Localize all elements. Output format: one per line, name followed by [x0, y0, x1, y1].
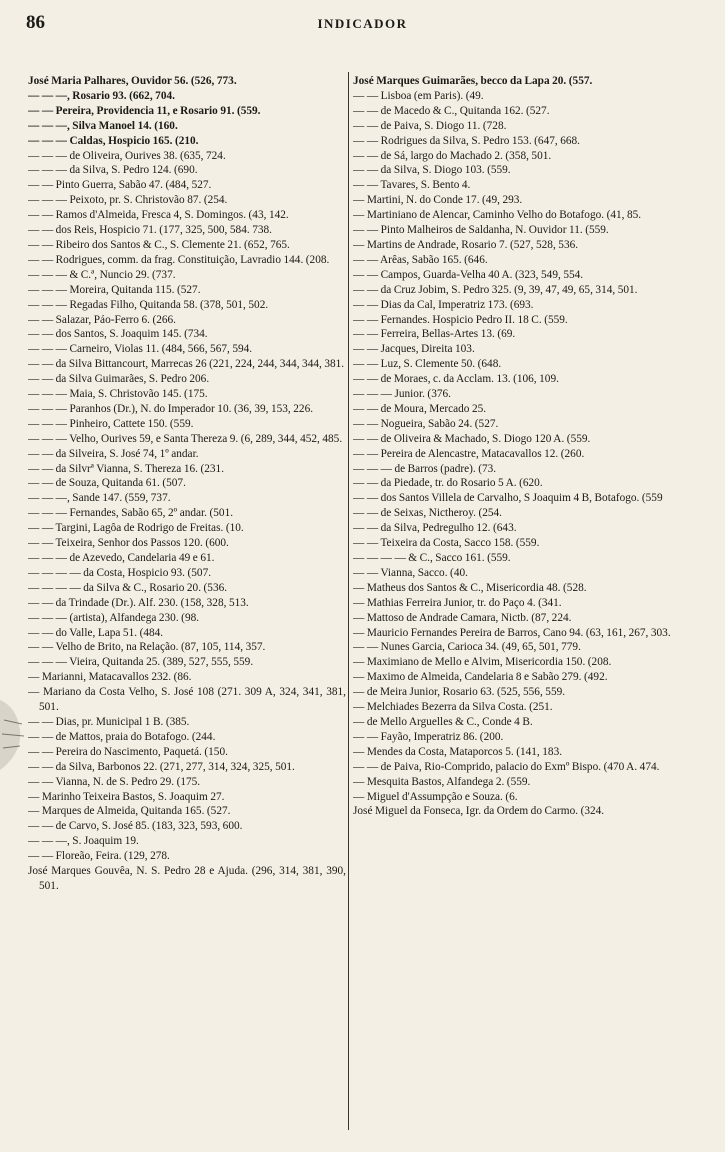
directory-entry: — — de Carvo, S. José 85. (183, 323, 593, 600.: [28, 820, 243, 833]
directory-entry: — — — Vieira, Quitanda 25. (389, 527, 555, 559.: [28, 656, 254, 669]
directory-entry: — — Ramos d'Almeida, Fresca 4, S. Domingos. (43, 142.: [28, 209, 289, 222]
directory-entry: — — Teixeira, Senhor dos Passos 120. (600.: [28, 537, 229, 550]
directory-entry: José Miguel da Fonseca, Igr. da Ordem do Carmo. (324.: [353, 805, 605, 818]
directory-entry: — — Fernandes. Hospicio Pedro II. 18 C. (559.: [353, 313, 568, 326]
directory-entry: — — Campos, Guarda-Velha 40 A. (323, 549, 554.: [353, 268, 584, 281]
directory-entry: — — — Paranhos (Dr.), N. do Imperador 10. (36, 39, 153, 226.: [28, 402, 314, 415]
directory-entry: — — — da Silva, S. Pedro 124. (690.: [28, 164, 198, 177]
directory-entry: — — da Silva, S. Diogo 103. (559.: [353, 164, 511, 177]
directory-entry: — Mesquita Bastos, Alfandega 2. (559.: [353, 775, 531, 788]
directory-entry: — — Rodrigues da Silva, S. Pedro 153. (647, 668.: [353, 134, 580, 147]
directory-entry: — — da Silvrª Vianna, S. Thereza 16. (231.: [28, 462, 225, 475]
directory-entry: — Mattoso de Andrade Camara, Nictb. (87, 224.: [353, 611, 572, 624]
directory-entry: José Marques Gouvêa, N. S. Pedro 28 e Ajuda. (296, 314, 381, 390, 501.: [28, 865, 346, 892]
directory-entry: — Melchiades Bezerra da Silva Costa. (251.: [353, 701, 553, 714]
directory-entry: — — Jacques, Direita 103.: [353, 343, 475, 356]
directory-entry: — — Dias da Cal, Imperatriz 173. (693.: [353, 298, 534, 311]
directory-entry: — — Teixeira da Costa, Sacco 158. (559.: [353, 537, 540, 550]
directory-entry: — Marianni, Matacavallos 232. (86.: [28, 671, 192, 684]
directory-entry: — Matheus dos Santos & C., Misericordia 48. (528.: [353, 581, 587, 594]
directory-entry: — — Pinto Guerra, Sabão 47. (484, 527.: [28, 179, 212, 192]
directory-entry: — Maximo de Almeida, Candelaria 8 e Sabão 279. (492.: [353, 671, 608, 684]
directory-entry: José Maria Palhares, Ouvidor 56. (526, 773.: [28, 75, 237, 87]
directory-entry: — — — Moreira, Quitanda 115. (527.: [28, 283, 201, 296]
directory-entry: — — — Pinheiro, Cattete 150. (559.: [28, 417, 194, 430]
directory-entry: — Mathias Ferreira Junior, tr. do Paço 4. (341.: [353, 596, 562, 609]
directory-entry: — — Arêas, Sabão 165. (646.: [353, 253, 488, 266]
directory-entry: — — — de Barros (padre). (73.: [353, 462, 497, 475]
directory-entry: — — Vianna, Sacco. (40.: [353, 566, 468, 579]
directory-entry: — — Nogueira, Sabão 24. (527.: [353, 417, 499, 430]
directory-entry: — — Rodrigues, comm. da frag. Constituição, Lavradio 144. (208.: [28, 253, 330, 266]
directory-entry: — — de Mattos, praia do Botafogo. (244.: [28, 730, 216, 743]
directory-entry: — — Dias, pr. Municipal 1 B. (385.: [28, 715, 190, 728]
directory-entry: — — da Silva, Barbonos 22. (271, 277, 314, 324, 325, 501.: [28, 760, 295, 773]
directory-entry: — — — — & C., Sacco 161. (559.: [353, 552, 511, 564]
directory-entry: — — da Silva Guimarães, S. Pedro 206.: [28, 373, 210, 386]
page-number: 86: [26, 12, 45, 33]
directory-entry: — de Mello Arguelles & C., Conde 4 B.: [353, 715, 533, 728]
directory-entry: — — — Junior. (376.: [353, 388, 451, 401]
directory-entry: — — Ribeiro dos Santos & C., S. Clemente 21. (652, 765.: [28, 238, 290, 251]
directory-entry: — — Tavares, S. Bento 4.: [353, 179, 471, 192]
directory-entry: — — dos Santos, S. Joaquim 145. (734.: [28, 328, 208, 341]
directory-entry: — — — & C.ª, Nuncio 29. (737.: [28, 268, 176, 281]
directory-entry: — — de Souza, Quitanda 61. (507.: [28, 477, 186, 490]
directory-entry: — — da Silveira, S. José 74, 1º andar.: [28, 447, 199, 460]
directory-entry: — Marinho Teixeira Bastos, S. Joaquim 27.: [28, 790, 225, 803]
directory-entry: — Martiniano de Alencar, Caminho Velho do Botafogo. (41, 85.: [353, 209, 642, 222]
directory-entry: — — Luz, S. Clemente 50. (648.: [353, 358, 502, 371]
directory-entry: — — — de Azevedo, Candelaria 49 e 61.: [28, 552, 215, 564]
directory-entry: — — Velho de Brito, na Relação. (87, 105, 114, 357.: [28, 641, 266, 654]
directory-entry: — — Pinto Malheiros de Saldanha, N. Ouvidor 11. (559.: [353, 224, 609, 237]
directory-entry: — — —, Silva Manoel 14. (160.: [28, 119, 178, 132]
directory-entry: — Marques de Almeida, Quitanda 165. (527.: [28, 805, 231, 818]
directory-entry: — Martini, N. do Conde 17. (49, 293.: [353, 194, 523, 207]
directory-entry: — — dos Reis, Hospicio 71. (177, 325, 500, 584. 738.: [28, 224, 272, 237]
directory-entry: — — do Valle, Lapa 51. (484.: [28, 626, 164, 639]
left-column: [28, 74, 346, 1144]
directory-entry: — — de Moura, Mercado 25.: [353, 402, 487, 415]
directory-entry: — Martins de Andrade, Rosario 7. (527, 528, 536.: [353, 238, 579, 251]
margin-stain: [0, 690, 28, 780]
directory-entry: — Miguel d'Assumpção e Souza. (6.: [353, 790, 518, 803]
directory-entry: — — da Cruz Jobim, S. Pedro 325. (9, 39, 47, 49, 65, 314, 501.: [353, 283, 638, 296]
directory-entry: — — de Paiva, Rio-Comprido, palacio do Exmº Bispo. (470 A. 474.: [353, 760, 660, 773]
directory-entry: — — Floreão, Feira. (129, 278.: [28, 850, 170, 863]
directory-entry: — de Meira Junior, Rosario 63. (525, 556, 559.: [353, 686, 566, 699]
directory-entry: — — Pereira do Nascimento, Paquetá. (150.: [28, 745, 228, 758]
directory-entry: — — —, S. Joaquim 19.: [28, 835, 139, 848]
directory-entry: — — Nunes Garcia, Carioca 34. (49, 65, 501, 779.: [353, 641, 581, 654]
directory-entry: — Mendes da Costa, Mataporcos 5. (141, 183.: [353, 745, 563, 758]
directory-entry: — — da Piedade, tr. do Rosario 5 A. (620.: [353, 477, 543, 490]
directory-entry: — — de Macedo & C., Quitanda 162. (527.: [353, 104, 550, 117]
directory-entry: — — Fayão, Imperatriz 86. (200.: [353, 730, 504, 743]
directory-entry: — — Salazar, Páo-Ferro 6. (266.: [28, 313, 177, 326]
directory-entry: — — da Trindade (Dr.). Alf. 230. (158, 328, 513.: [28, 596, 249, 609]
directory-entry: — — da Silva Bittancourt, Marrecas 26 (221, 224, 244, 344, 344, 381.: [28, 358, 345, 371]
directory-entry: — — — Peixoto, pr. S. Christovão 87. (254.: [28, 194, 228, 207]
directory-entry: — — — Maia, S. Christovão 145. (175.: [28, 388, 208, 401]
directory-entry: — — de Paiva, S. Diogo 11. (728.: [353, 119, 507, 132]
directory-entry: — — de Oliveira & Machado, S. Diogo 120 A. (559.: [353, 432, 591, 445]
running-title: INDICADOR: [317, 16, 408, 31]
directory-entry: — — — Caldas, Hospicio 165. (210.: [28, 134, 199, 147]
directory-entry: — — Ferreira, Bellas-Artes 13. (69.: [353, 328, 516, 341]
directory-entry: — — da Silva, Pedregulho 12. (643.: [353, 522, 517, 535]
directory-entry: — — Lisboa (em Paris). (49.: [353, 89, 484, 102]
right-column: [353, 74, 683, 1144]
directory-entry: — — — — da Costa, Hospicio 93. (507.: [28, 566, 212, 579]
directory-entry: — Mariano da Costa Velho, S. José 108 (271. 309 A, 324, 341, 381, 501.: [28, 686, 346, 714]
directory-entry: — — de Seixas, Nictheroy. (254.: [353, 507, 502, 520]
directory-entry: — — — Carneiro, Violas 11. (484, 566, 567, 594.: [28, 343, 253, 356]
directory-entry: — — dos Santos Villela de Carvalho, S Joaquim 4 B, Botafogo. (559: [353, 492, 663, 505]
directory-entry: — Mauricio Fernandes Pereira de Barros, Cano 94. (63, 161, 267, 303.: [353, 626, 671, 639]
directory-entry: — — de Sá, largo do Machado 2. (358, 501.: [353, 149, 552, 162]
directory-entry: — — — — da Silva & C., Rosario 20. (536.: [28, 581, 228, 594]
directory-entry: — — — (artista), Alfandega 230. (98.: [28, 611, 200, 624]
directory-entry: — Maximiano de Mello e Alvim, Misericordia 150. (208.: [353, 656, 612, 669]
directory-entry: — — — Fernandes, Sabão 65, 2º andar. (501.: [28, 507, 234, 520]
page-header: [0, 10, 725, 38]
directory-entry: — — Pereira de Alencastre, Matacavallos 12. (260.: [353, 447, 585, 460]
directory-entry: — — de Moraes, c. da Acclam. 13. (106, 109.: [353, 373, 559, 386]
directory-entry: — — —, Sande 147. (559, 737.: [28, 492, 171, 505]
directory-entry: — — —, Rosario 93. (662, 704.: [28, 89, 175, 102]
directory-entry: José Marques Guimarães, becco da Lapa 20. (557.: [353, 75, 593, 87]
directory-entry: — — Targini, Lagôa de Rodrigo de Freitas. (10.: [28, 522, 244, 535]
directory-entry: — — — de Oliveira, Ourives 38. (635, 724.: [28, 149, 226, 162]
directory-entry: — — Vianna, N. de S. Pedro 29. (175.: [28, 775, 201, 788]
directory-entry: — — — Regadas Filho, Quitanda 58. (378, 501, 502.: [28, 298, 269, 311]
column-divider: [348, 72, 349, 1130]
directory-entry: — — Pereira, Providencia 11, e Rosario 91. (559.: [28, 104, 261, 117]
directory-entry: — — — Velho, Ourives 59, e Santa Thereza 9. (6, 289, 344, 452, 485.: [28, 432, 343, 445]
